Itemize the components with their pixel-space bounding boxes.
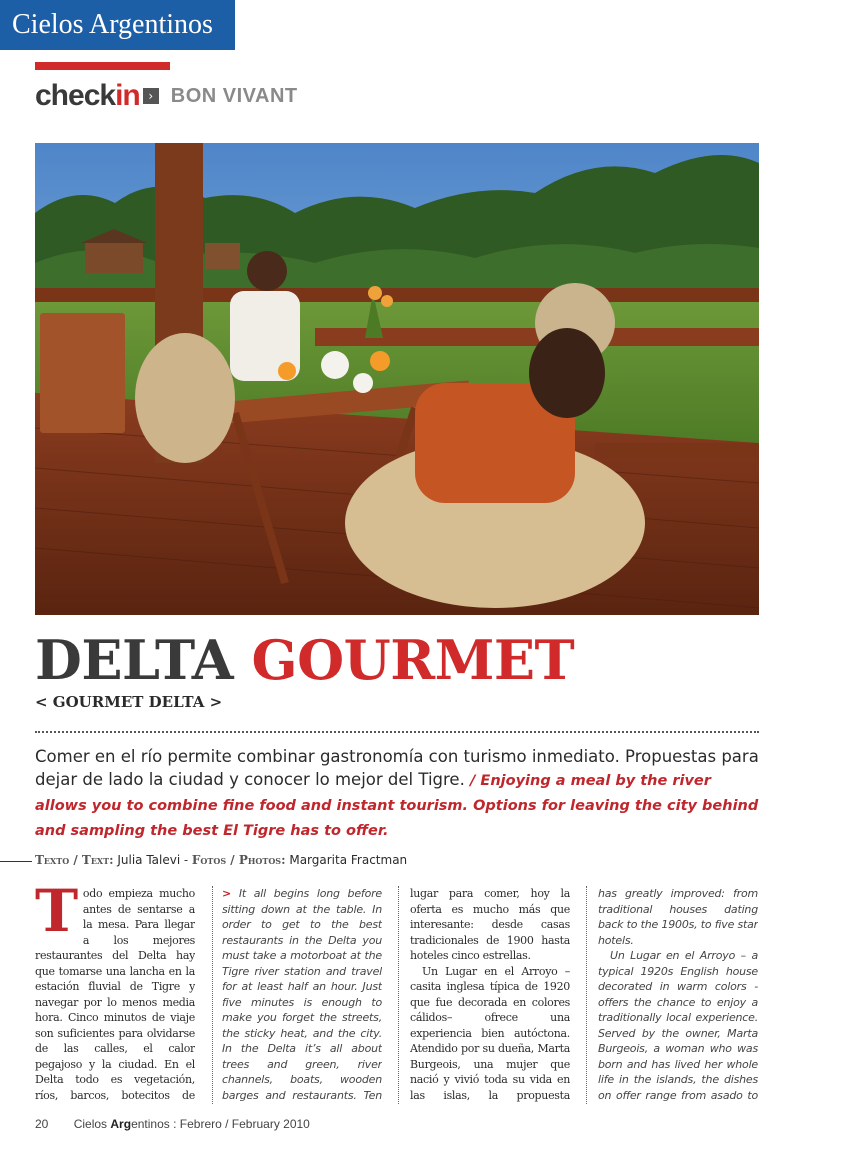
col2-text: It all begins long before sitting down at the table. In order to get to the best restaurants in the Delta you must take a motorboat at the Tigre river station and travel for at least half an hour. Just five minutes is enough to make you forget the streets, the sticky heat, and the city. In the Delta it’s all about trees and green, river channels, boats, wooden barges and restaurants. Ten xyxy=(222,887,382,1102)
col4-paragraph-1: has greatly improved: from traditional houses dating back to the 1900s, to five star hotels. xyxy=(598,887,758,947)
chevron-right-icon: › xyxy=(143,88,159,104)
footer-brand-prefix: Cielos xyxy=(73,1117,111,1131)
credits-dash: - xyxy=(184,853,189,867)
section-header xyxy=(35,80,298,112)
title-word-delta: DELTA xyxy=(35,628,234,692)
section-rule xyxy=(35,62,170,70)
photo-icon xyxy=(35,143,759,615)
credits-line xyxy=(35,853,407,867)
lead-paragraph xyxy=(35,745,759,843)
title-word-gourmet: GOURMET xyxy=(251,628,575,692)
col3-paragraph-2: Un Lugar en el Arroyo –casita inglesa típica de 1920 que fue decorada en colores cálidos– ofrece una experiencia bien autóctona. Atendido por su dueña, Marta Burgeois, una mujer que nació y vivió toda su vida en las islas, la propuesta xyxy=(410,964,570,1102)
text-author: Julia Talevi xyxy=(117,853,181,867)
logo-check: check xyxy=(35,79,116,112)
col1-paragraph: odo empieza mucho antes de sentarse a la mesa. Para llegar a los mejores restaurantes del Delta hay que tomarse una lancha en la estación fluvial de Tigre y navegar por lo menos media hora. Cinco minutos de viaje son suficientes para olvidarse de las calles, el calor pegajoso y la ciudad. En el Delta todo es vegetación, ríos, barcos, botecitos de xyxy=(35,887,195,1102)
logo-in: in xyxy=(115,79,140,112)
column-4 xyxy=(598,886,758,1104)
col4-paragraph-2: Un Lugar en el Arroyo – a typical 1920s English house decorated in warm colors - offers the chance to enjoy a traditionally local experience. Served by the owner, Marta Burgeois, a woman who was born and has lived her whole life in the islands, the dishes on offer range from asado to xyxy=(598,949,758,1102)
column-separator xyxy=(398,886,399,1104)
footer-issue: : Febrero / February 2010 xyxy=(173,1117,310,1131)
column-separator xyxy=(586,886,587,1104)
drop-cap: T xyxy=(35,886,78,945)
col2-paragraph xyxy=(222,886,382,1104)
page-number: 20 xyxy=(35,1117,49,1131)
masthead-brand: Cielos Argentinos xyxy=(0,0,235,50)
chevron-marker: > xyxy=(222,887,232,900)
page-footer xyxy=(35,1117,310,1131)
credits-rule xyxy=(0,861,32,862)
section-name: BON VIVANT xyxy=(170,84,298,107)
footer-brand-bold: Arg xyxy=(110,1117,132,1131)
lead-spanish: Comer en el río permite combinar gastronomía con turismo inmediato. Propuestas para dejar de lado la ciudad y conocer lo mejor del Tigre. xyxy=(35,747,759,789)
dotted-divider xyxy=(35,731,759,733)
lead-english: / Enjoying a meal by the river allows you to combine fine food and instant tourism. Options for leaving the city behind and sampling the best El Tigre has to offer. xyxy=(35,773,759,839)
col3-paragraph-1: lugar para comer, hoy la oferta es mucho más que interesante: desde casas tradicionales de 1900 hasta hoteles cinco estrellas. xyxy=(410,887,570,962)
hero-photo xyxy=(35,143,759,615)
photo-author: Margarita Fractman xyxy=(289,853,408,867)
column-separator xyxy=(212,886,213,1104)
photo-credit-label: Fotos / Photos: xyxy=(191,853,286,867)
column-3 xyxy=(410,886,570,1104)
column-1 xyxy=(35,886,195,1104)
page-title xyxy=(35,628,574,692)
footer-brand-suffix: entinos xyxy=(131,1117,170,1131)
column-2 xyxy=(222,886,382,1104)
text-credit-label: Texto / Text: xyxy=(35,853,114,867)
subtitle: < GOURMET DELTA > xyxy=(35,693,223,711)
